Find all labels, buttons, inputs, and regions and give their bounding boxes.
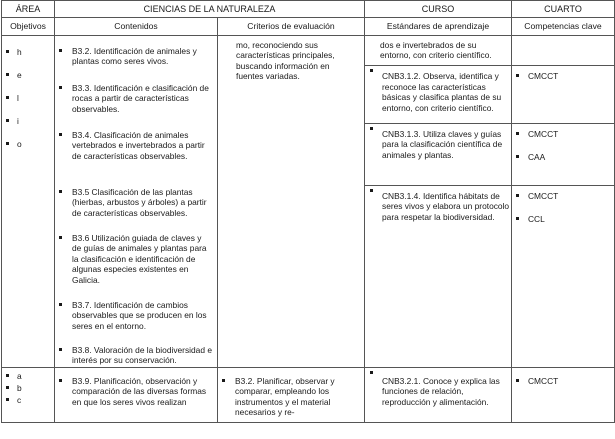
objective-item: i [6,116,54,139]
block2-competences [512,368,615,423]
content-item: B3.4. Clasificación de animales vertebrados e invertebrados a partir de características observables. [59,130,213,187]
course-label: CURSO [365,1,512,18]
criteria-text: mo, reconociendo sus características principales, buscando información en fuentes variadas. [236,40,335,82]
content-item: B3.7. Identificación de cambios observables que se producen en los seres en el entorno. [59,300,213,345]
block2-contents [55,368,218,423]
content-item: B3.3. Identificación e clasificación de rocas a partir de características observables. [59,83,213,130]
standard-cell [365,185,512,367]
competence-badge: CAA [516,152,614,162]
objective-item: o [6,139,54,162]
competence-cell [512,123,615,185]
competence-cell [512,185,615,367]
block2-row [2,368,615,423]
header-row [2,1,615,18]
col-contents: Contenidos [55,18,218,36]
competence-badge: CCL [516,214,614,224]
content-item: B3.2. Identificación de animales y plantas como seres vivos. [59,46,213,83]
standard-text: CNB3.1.4. Identifica hábitats de seres vivos y elabora un protocolo para respetar la biodiversidad. [367,186,511,222]
col-competences: Competencias clave [512,18,615,36]
block2-objectives [2,368,55,423]
content-item: B3.8. Valoración de la biodiversidad e interés por su conservación. [59,345,213,367]
block1-criteria [218,36,365,368]
block1-objectives [2,36,55,368]
block2-standard [365,368,512,423]
block1-row-a [2,36,615,66]
standard-text: CNB3.1.2. Observa, identifica y reconoce las características básicas y clasifica plantas de su entorno, con criterio científico. [367,66,511,113]
criteria-text: B3.2. Planificar, observar y comparar, empleando los instrumentos y el material necesarios y re- [222,376,360,418]
objective-item: h [6,47,54,70]
col-standards: Estándares de aprendizaje [365,18,512,36]
col-objectives: Objetivos [2,18,55,36]
standard-cell [365,36,512,66]
area-label: ÁREA [2,1,55,18]
objective-item: b [6,383,54,395]
col-criteria: Criterios de evaluación [218,18,365,36]
objective-item: a [6,371,54,383]
competence-badge: CMCCT [516,191,614,214]
competence-cell [512,36,615,66]
objective-item: l [6,93,54,116]
standard-text: dos e invertebrados de su entorno, con criterio científico. [380,40,492,61]
content-item: B3.5 Clasificación de las plantas (hierbas, arbustos y árboles) a partir de características observables. [59,187,213,233]
objective-item: e [6,70,54,93]
curriculum-table [1,0,615,423]
course-value: CUARTO [512,1,615,18]
standard-text: CNB3.2.1. Conoce y explica las funciones de relación, reproducción y alimentación. [367,368,511,407]
standard-cell [365,66,512,124]
content-item: B3.9. Planificación, observación y comparación de las diversas formas en que los seres vivos realizan [59,376,213,407]
competence-cell [512,66,615,124]
competence-badge: CMCCT [516,71,614,81]
block2-criteria [218,368,365,423]
block1-contents [55,36,218,368]
standard-cell [365,123,512,185]
standard-text: CNB3.1.3. Utiliza claves y guías para la clasificación científica de animales y plantas. [367,124,511,160]
competence-badge: CMCCT [516,376,614,386]
objective-item: c [6,395,54,407]
column-header-row [2,18,615,36]
content-item: B3.6 Utilización guiada de claves y de guías de animales y plantas para la clasificación e identificación de algunas especies existentes en Galicia. [59,233,213,300]
subject-title: CIENCIAS DE LA NATURALEZA [55,1,365,18]
competence-badge: CMCCT [516,129,614,152]
